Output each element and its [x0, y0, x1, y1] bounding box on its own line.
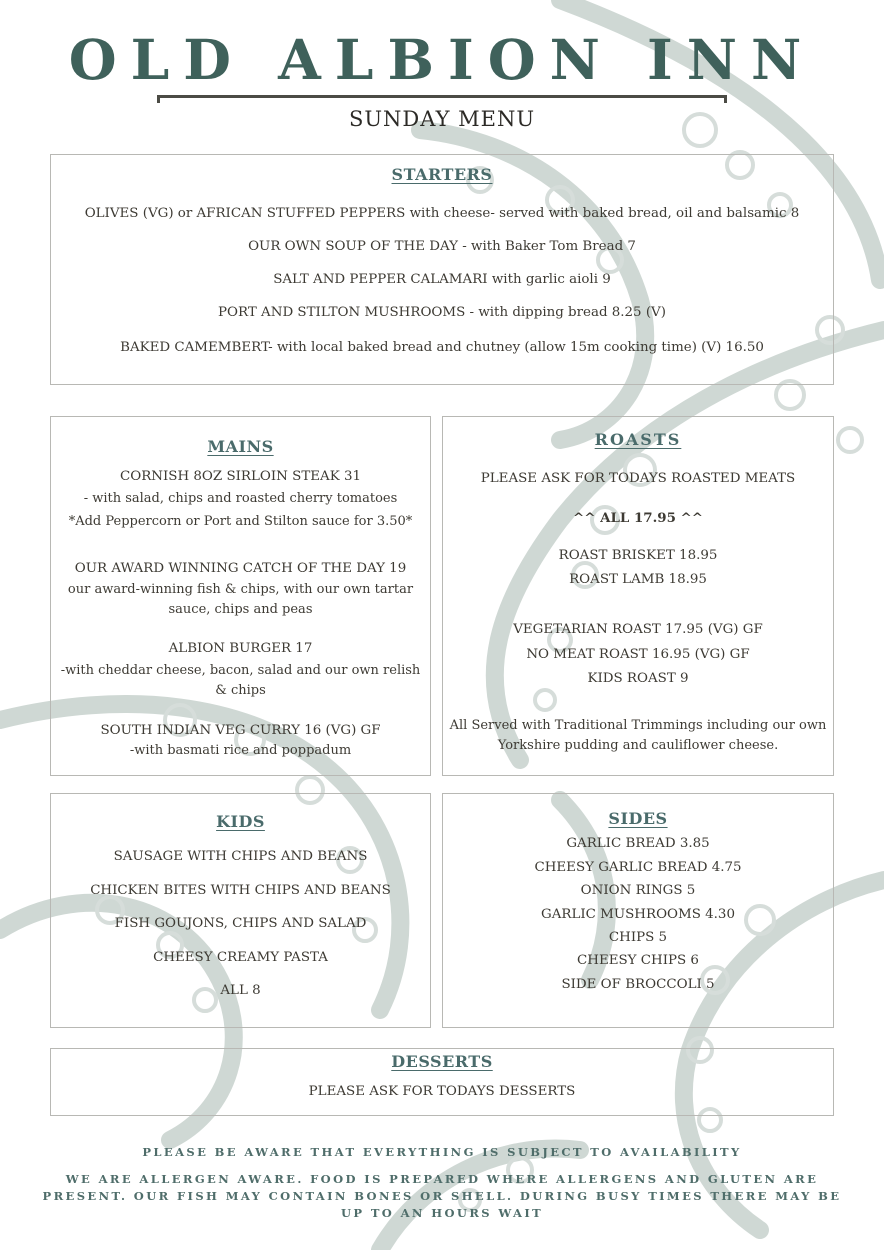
- roasts-heading: ROASTS: [594, 430, 682, 449]
- side-item: CHIPS 5: [608, 930, 668, 945]
- roasts-ask: PLEASE ASK FOR TODAYS ROASTED MEATS: [480, 471, 796, 486]
- starter-item: OUR OWN SOUP OF THE DAY - with Baker Tom Bread 7: [248, 239, 636, 254]
- sides-section: [442, 793, 834, 1028]
- kids-item: ALL 8: [220, 983, 261, 998]
- roast-item: ROAST LAMB 18.95: [569, 572, 707, 587]
- title-underline: [157, 95, 727, 98]
- roasts-note: Yorkshire pudding and cauliflower cheese.: [497, 738, 779, 753]
- roast-item: NO MEAT ROAST 16.95 (VG) GF: [526, 647, 750, 662]
- side-item: CHEESY GARLIC BREAD 4.75: [534, 860, 742, 875]
- availability-notice: PLEASE BE AWARE THAT EVERYTHING IS SUBJECT TO AVAILABILITY: [142, 1145, 742, 1159]
- side-item: SIDE OF BROCCOLI 5: [561, 977, 715, 992]
- main-item-name: OUR AWARD WINNING CATCH OF THE DAY 19: [74, 561, 407, 576]
- kids-section: [50, 793, 431, 1028]
- kids-item: SAUSAGE WITH CHIPS AND BEANS: [113, 849, 368, 864]
- mains-section: [50, 416, 431, 776]
- starters-section: [50, 154, 834, 385]
- allergen-notice: UP TO AN HOURS WAIT: [340, 1206, 544, 1220]
- side-item: GARLIC MUSHROOMS 4.30: [541, 907, 735, 922]
- desserts-heading: DESSERTS: [391, 1052, 493, 1071]
- kids-item: CHICKEN BITES WITH CHIPS AND BEANS: [90, 883, 391, 898]
- side-item: ONION RINGS 5: [580, 883, 696, 898]
- side-item: CHEESY CHIPS 6: [577, 953, 699, 968]
- main-item-name: SOUTH INDIAN VEG CURRY 16 (VG) GF: [100, 723, 381, 738]
- sides-heading: SIDES: [608, 809, 668, 828]
- starter-item: BAKED CAMEMBERT- with local baked bread and chutney (allow 15m cooking time) (V) 16.50: [120, 340, 764, 355]
- main-item-desc: our award-winning fish & chips, with our own tartar: [67, 582, 414, 597]
- mains-heading: MAINS: [207, 437, 274, 456]
- main-item-name: ALBION BURGER 17: [168, 641, 313, 656]
- roasts-all-price: ^^ ALL 17.95 ^^: [572, 510, 704, 526]
- allergen-notice: PRESENT. OUR FISH MAY CONTAIN BONES OR SHELL. DURING BUSY TIMES THERE MAY BE: [42, 1189, 842, 1203]
- main-item-name: CORNISH 8OZ SIRLOIN STEAK 31: [119, 469, 361, 484]
- menu-subtitle: SUNDAY MENU: [348, 107, 536, 131]
- main-item-desc: -with basmati rice and poppadum: [129, 743, 352, 758]
- roast-item: ROAST BRISKET 18.95: [558, 548, 718, 563]
- starter-item: SALT AND PEPPER CALAMARI with garlic aioli 9: [273, 272, 611, 287]
- desserts-text: PLEASE ASK FOR TODAYS DESSERTS: [308, 1084, 576, 1099]
- main-item-desc: & chips: [215, 683, 266, 698]
- starter-item: PORT AND STILTON MUSHROOMS - with dipping bread 8.25 (V): [218, 305, 666, 320]
- kids-item: CHEESY CREAMY PASTA: [153, 950, 328, 965]
- main-item-desc: sauce, chips and peas: [168, 602, 313, 617]
- main-item-desc: *Add Peppercorn or Port and Stilton sauce for 3.50*: [68, 514, 413, 529]
- kids-item: FISH GOUJONS, CHIPS AND SALAD: [114, 916, 367, 931]
- starter-item: OLIVES (VG) or AFRICAN STUFFED PEPPERS with cheese- served with baked bread, oil and balsamic 8: [84, 206, 800, 221]
- kids-heading: KIDS: [216, 812, 265, 831]
- restaurant-title: OLD ALBION INN: [68, 27, 816, 92]
- desserts-section: [50, 1048, 834, 1116]
- roasts-section: [442, 416, 834, 776]
- roast-item: KIDS ROAST 9: [587, 671, 689, 686]
- allergen-notice: WE ARE ALLERGEN AWARE. FOOD IS PREPARED WHERE ALLERGENS AND GLUTEN ARE: [65, 1172, 819, 1186]
- side-item: GARLIC BREAD 3.85: [566, 836, 710, 851]
- starters-heading: STARTERS: [391, 165, 493, 184]
- roasts-note: All Served with Traditional Trimmings including our own: [449, 718, 827, 733]
- roast-item: VEGETARIAN ROAST 17.95 (VG) GF: [513, 622, 763, 637]
- main-item-desc: -with cheddar cheese, bacon, salad and our own relish: [60, 663, 421, 678]
- main-item-desc: - with salad, chips and roasted cherry tomatoes: [83, 491, 398, 506]
